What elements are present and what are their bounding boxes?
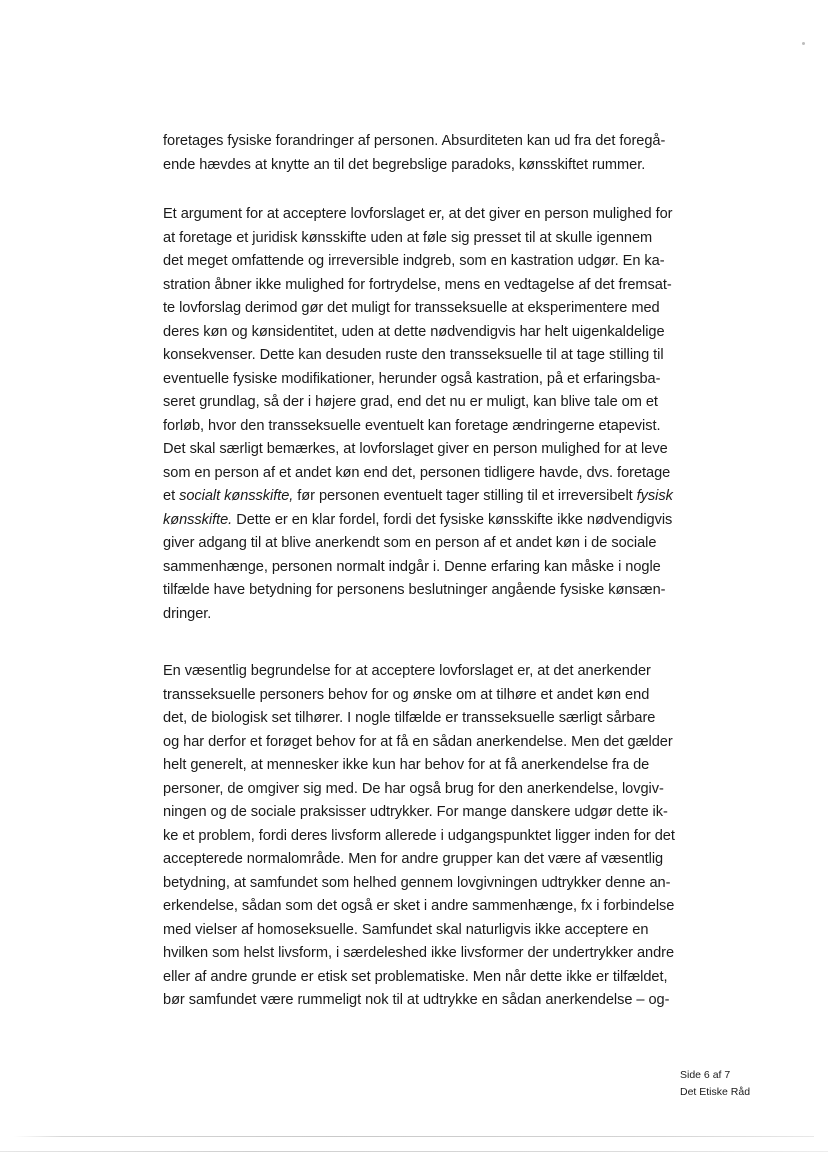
emphasis-social-gender-change: socialt kønsskifte, bbox=[179, 488, 294, 504]
text-line: personer, de omgiver sig med. De har også brug for den anerkendelse, lovgiv- bbox=[163, 780, 664, 797]
text-run: Dette er en klar fordel, fordi det fysiske kønsskifte ikke nødvendigvis bbox=[232, 511, 673, 528]
text-line-with-emphasis bbox=[163, 485, 673, 509]
text-line: ende hævdes at knytte an til det begrebslige paradoks, kønsskiftet rummer. bbox=[163, 156, 646, 173]
paragraph-1 bbox=[163, 130, 673, 177]
text-line: konsekvenser. Dette kan desuden ruste den transseksuelle til at tage stilling til bbox=[163, 347, 664, 363]
text-line: Et argument for at acceptere lovforslaget er, at det giver en person mulighed for bbox=[163, 206, 673, 222]
text-run: før personen eventuelt tager stilling til et irreversibelt bbox=[293, 488, 637, 504]
text-line: hvilken som helst livsform, i særdeleshed ikke livsformer der undertrykker andre bbox=[163, 945, 675, 961]
text-line: stration åbner ikke mulighed for fortrydelse, mens en vedtagelse af det fremsat- bbox=[163, 276, 672, 293]
text-line: En væsentlig begrundelse for at acceptere lovforslaget er, at det anerkender bbox=[163, 663, 651, 679]
paragraph-2 bbox=[163, 203, 673, 626]
text-line: accepterede normalområde. Men for andre grupper kan det være af væsentlig bbox=[163, 851, 664, 867]
text-line: foretages fysiske forandringer af personen. Absurditeten kan ud fra det foregå- bbox=[163, 133, 666, 149]
emphasis-physical: fysisk bbox=[636, 488, 673, 504]
scan-speck bbox=[802, 42, 805, 45]
text-line: te lovforslag derimod gør det muligt for transseksuelle at eksperimentere med bbox=[163, 300, 660, 316]
text-line: og har derfor et forøget behov for at få en sådan anerkendelse. Men det gælder bbox=[163, 733, 673, 750]
text-line: erkendelse, sådan som det også er sket i andre sammenhænge, fx i forbindelse bbox=[163, 898, 675, 914]
text-line: som en person af et andet køn end det, personen tidligere havde, dvs. foretage bbox=[163, 464, 671, 481]
text-line: seret grundlag, så der i højere grad, end det nu er muligt, kan blive tale om et bbox=[163, 394, 658, 410]
text-line-with-emphasis bbox=[163, 509, 673, 533]
text-line: ningen og de sociale praksisser udtrykker. For mange danskere udgør dette ik- bbox=[163, 804, 668, 820]
text-line: eventuelle fysiske modifikationer, herunder også kastration, på et erfaringsba- bbox=[163, 370, 661, 387]
text-line: giver adgang til at blive anerkendt som en person af et andet køn i de sociale bbox=[163, 535, 657, 551]
organization-name: Det Etiske Råd bbox=[680, 1086, 751, 1098]
text-line: betydning, at samfundet som helhed gennem lovgivningen udtrykker denne an- bbox=[163, 874, 671, 891]
text-line: deres køn og kønsidentitet, uden at dette nødvendigvis har helt uigenkaldelige bbox=[163, 323, 665, 340]
emphasis-gender-change: kønsskifte. bbox=[163, 511, 233, 528]
page-footer bbox=[680, 1067, 750, 1101]
text-line: eller af andre grunde er etisk set problematiske. Men når dette ikke er tilfældet, bbox=[163, 968, 668, 985]
text-line: dringer. bbox=[163, 605, 212, 622]
text-line: at foretage et juridisk kønsskifte uden at føle sig presset til at skulle igennem bbox=[163, 229, 653, 246]
text-line: forløb, hvor den transseksuelle eventuelt kan foretage ændringerne etapevist. bbox=[163, 417, 661, 434]
scan-edge-line bbox=[14, 1136, 814, 1137]
page-number: Side 6 af 7 bbox=[680, 1069, 731, 1081]
paragraph-3 bbox=[163, 660, 673, 1013]
text-line: det, de biologisk set tilhører. I nogle tilfælde er transseksuelle særligt sårbare bbox=[163, 710, 656, 726]
text-line: tilfælde have betydning for personens beslutninger angående fysiske kønsæn- bbox=[163, 582, 666, 598]
text-line: helt generelt, at mennesker ikke kun har behov for at få anerkendelse fra de bbox=[163, 757, 650, 773]
text-line: transseksuelle personers behov for og ønske om at tilhøre et andet køn end bbox=[163, 686, 650, 703]
scan-edge-line bbox=[0, 1151, 828, 1152]
text-line: bør samfundet være rummeligt nok til at udtrykke en sådan anerkendelse – og- bbox=[163, 992, 670, 1008]
text-line: det meget omfattende og irreversible indgreb, som en kastration udgør. En ka- bbox=[163, 253, 665, 269]
text-run: et bbox=[163, 488, 180, 504]
text-line: med vielser af homoseksuelle. Samfundet skal naturligvis ikke acceptere en bbox=[163, 921, 649, 938]
text-line: sammenhænge, personen normalt indgår i. Denne erfaring kan måske i nogle bbox=[163, 558, 661, 575]
text-line: Det skal særligt bemærkes, at lovforslaget giver en person mulighed for at leve bbox=[163, 441, 668, 457]
text-line: ke et problem, fordi deres livsform allerede i udgangspunktet ligger inden for det bbox=[163, 827, 675, 844]
